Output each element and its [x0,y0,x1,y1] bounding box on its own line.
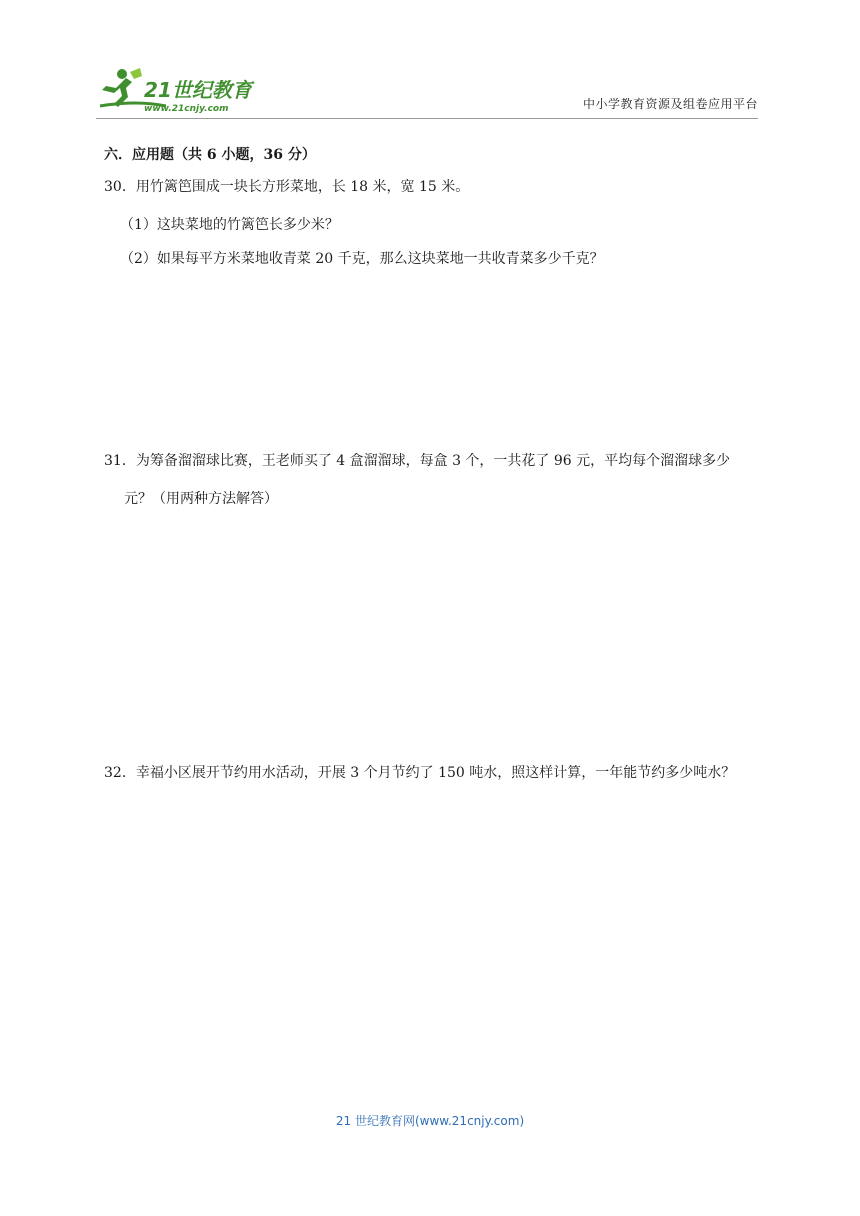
runner-logo-icon [96,66,266,116]
question-30-part-1: （1）这块菜地的竹篱笆长多少米？ [120,217,339,233]
question-32: 32．幸福小区展开节约用水活动，开展 3 个月节约了 150 吨水，照这样计算，一年能节约多少吨水？ [104,765,736,781]
question-30: 30．用竹篱笆围成一块长方形菜地，长 18 米，宽 15 米。 [104,179,470,195]
page-header [96,66,758,119]
section-title: 六．应用题（共 6 小题，36 分） [104,147,316,163]
logo-url: www.21cnjy.com [144,104,229,114]
page-footer: 21 世纪教育网(www.21cnjy.com) [335,1114,525,1128]
question-31-continuation: 元？（用两种方法解答） [124,491,278,507]
logo [96,66,266,116]
logo-text: 21世纪教育 [144,78,252,102]
question-30-part-2: （2）如果每平方米菜地收青菜 20 千克，那么这块菜地一共收青菜多少千克？ [120,251,604,267]
question-31: 31．为筹备溜溜球比赛，王老师买了 4 盒溜溜球，每盒 3 个，一共花了 96 元，平均每个溜溜球多少 [104,453,731,469]
platform-label: 中小学教育资源及组卷应用平台 [582,97,758,111]
